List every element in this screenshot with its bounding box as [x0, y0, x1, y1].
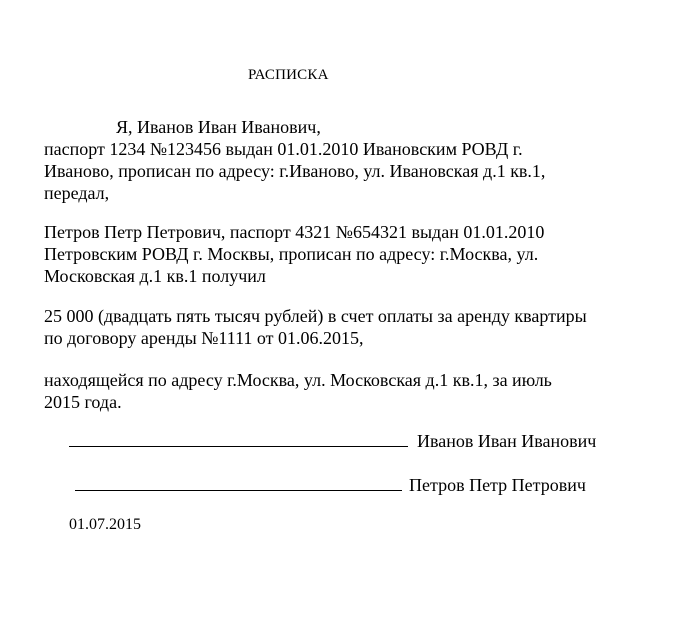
property-line-1: находящейся по адресу г.Москва, ул. Московская д.1 кв.1, за июль — [44, 370, 552, 390]
receiver-line-1: Петров Петр Петрович, паспорт 4321 №654321 выдан 01.01.2010 — [44, 222, 545, 242]
amount-line-1: 25 000 (двадцать пять тысяч рублей) в счет оплаты за аренду квартиры — [44, 306, 587, 326]
signature-name-receiver: Петров Петр Петрович — [409, 475, 586, 495]
signature-name-giver: Иванов Иван Иванович — [417, 431, 597, 451]
document-title: РАСПИСКА — [248, 67, 329, 83]
giver-line-2: паспорт 1234 №123456 выдан 01.01.2010 Ивановским РОВД г. — [44, 139, 523, 159]
signature-line-receiver — [75, 490, 402, 491]
giver-line-3: Иваново, прописан по адресу: г.Иваново, ул. Ивановская д.1 кв.1, — [44, 161, 546, 181]
signature-line-giver — [69, 446, 408, 447]
document-date: 01.07.2015 — [69, 516, 141, 533]
receiver-line-2: Петровским РОВД г. Москвы, прописан по адресу: г.Москва, ул. — [44, 244, 539, 264]
property-line-2: 2015 года. — [44, 392, 122, 412]
receiver-line-3: Московская д.1 кв.1 получил — [44, 266, 266, 286]
amount-line-2: по договору аренды №1111 от 01.06.2015, — [44, 328, 364, 348]
giver-line-4: передал, — [44, 183, 110, 203]
giver-line-1: Я, Иванов Иван Иванович, — [116, 117, 321, 137]
